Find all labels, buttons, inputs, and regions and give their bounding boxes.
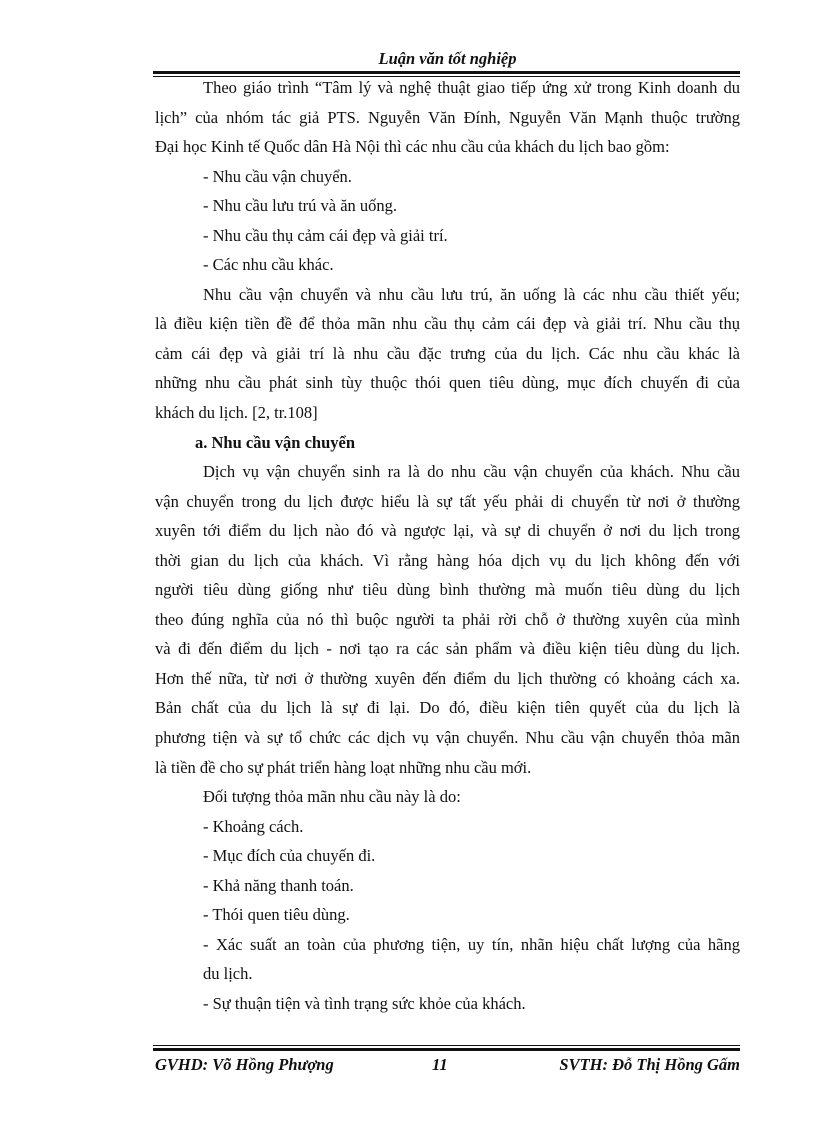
para3-line-8: Hơn thế nữa, từ nơi ở thường xuyên đến điểm du lịch thường có khoảng cách xa. — [155, 668, 740, 688]
footer-rule-thin — [153, 1045, 740, 1046]
factor-item-2: - Mục đích của chuyến đi. — [203, 846, 376, 866]
para3-line-4: thời gian du lịch của khách. Vì rằng hàng hóa dịch vụ du lịch không đến với — [155, 550, 740, 570]
para3-line-5: người tiêu dùng giống như tiêu dùng bình thường mà muốn tiêu dùng du lịch — [155, 580, 740, 600]
footer-double-rule — [153, 1045, 740, 1051]
para3-line-6: theo đúng nghĩa của nó thì buộc người ta phải rời chỗ ở thường xuyên của mình — [155, 609, 740, 629]
need-item-4: - Các nhu cầu khác. — [203, 255, 334, 275]
body-text — [155, 73, 740, 1019]
section-heading: a. Nhu cầu vận chuyển — [195, 432, 355, 452]
para3-line-10: phương tiện và sự tổ chức các dịch vụ vận chuyển. Nhu cầu vận chuyển thỏa mãn — [155, 728, 740, 748]
intro-line-2: lịch” của nhóm tác giả PTS. Nguyễn Văn Đính, Nguyễn Văn Mạnh thuộc trường — [155, 107, 740, 127]
para2-line-1: Nhu cầu vận chuyển và nhu cầu lưu trú, ăn uống là các nhu cầu thiết yếu; — [203, 284, 740, 304]
need-item-1: - Nhu cầu vận chuyển. — [203, 166, 352, 186]
need-item-3: - Nhu cầu thụ cảm cái đẹp và giải trí. — [203, 225, 448, 245]
factor-item-1: - Khoảng cách. — [203, 816, 304, 836]
running-header-title: Luận văn tốt nghiệp — [378, 49, 517, 68]
factor-item-5-line-1: - Xác suất an toàn của phương tiện, uy tín, nhãn hiệu chất lượng của hãng — [203, 934, 740, 954]
footer-advisor: GVHD: Võ Hồng Phượng — [155, 1055, 334, 1074]
para3-line-11: là tiền đề cho sự phát triển hàng loạt những nhu cầu mới. — [155, 757, 532, 777]
factor-item-6: - Sự thuận tiện và tình trạng sức khỏe của khách. — [203, 993, 526, 1013]
footer-page-number: 11 — [432, 1055, 448, 1074]
para2-line-4: những nhu cầu phát sinh tùy thuộc thói quen tiêu dùng, mục đích chuyến đi của — [155, 373, 740, 393]
para2-line-2: là điều kiện tiền đề để thỏa mãn nhu cầu thụ cảm cái đẹp và giải trí. Nhu cầu thụ — [155, 314, 740, 334]
intro-line-3: Đại học Kinh tế Quốc dân Hà Nội thì các nhu cầu của khách du lịch bao gồm: — [155, 137, 670, 157]
para3-line-2: vận chuyển trong du lịch được hiểu là sự tất yếu phải di chuyển từ nơi ở thường — [155, 491, 740, 511]
factors-intro: Đối tượng thỏa mãn nhu cầu này là do: — [203, 787, 461, 807]
para3-line-1: Dịch vụ vận chuyển sinh ra là do nhu cầu vận chuyển của khách. Nhu cầu — [203, 462, 740, 482]
para3-line-7: và đi đến điểm du lịch - nơi tạo ra các sản phẩm và điều kiện tiêu dùng du lịch. — [155, 639, 740, 659]
need-item-2: - Nhu cầu lưu trú và ăn uống. — [203, 196, 398, 216]
factor-item-5-line-2: du lịch. — [203, 964, 253, 984]
footer-student: SVTH: Đỗ Thị Hồng Gấm — [559, 1055, 740, 1074]
factor-item-4: - Thói quen tiêu dùng. — [203, 905, 350, 925]
para2-line-5: khách du lịch. [2, tr.108] — [155, 403, 318, 423]
intro-line-1: Theo giáo trình “Tâm lý và nghệ thuật giao tiếp ứng xử trong Kinh doanh du — [203, 78, 740, 97]
para3-line-9: Bản chất của du lịch là sự đi lại. Do đó, điều kiện tiên quyết của du lịch là — [155, 698, 740, 718]
factor-item-3: - Khả năng thanh toán. — [203, 875, 354, 895]
footer-rule-thick — [153, 1048, 740, 1051]
para3-line-3: xuyên tới điểm du lịch nào đó và ngược lại, và sự di chuyển ở nơi du lịch trong — [155, 521, 740, 541]
para2-line-3: cảm cái đẹp và giải trí là nhu cầu đặc trưng của du lịch. Các nhu cầu khác là — [155, 343, 740, 363]
